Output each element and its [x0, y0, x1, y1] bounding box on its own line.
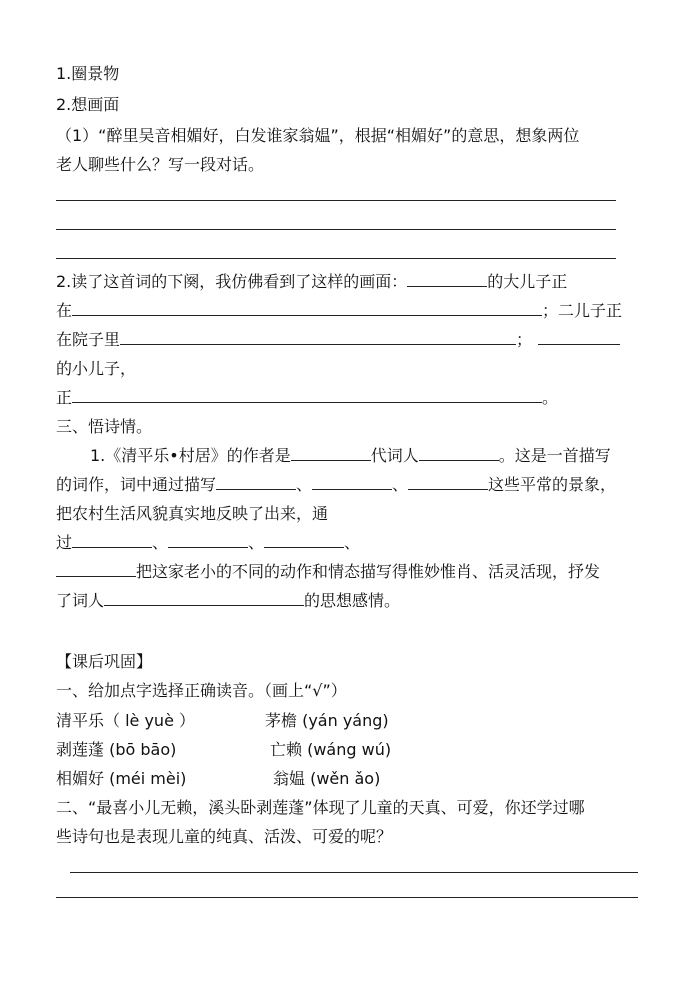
blank[interactable] [120, 330, 516, 345]
text: 、 [248, 533, 265, 552]
blank[interactable] [72, 388, 542, 403]
answer-line[interactable] [56, 229, 616, 230]
answer-line[interactable] [56, 258, 616, 259]
pinyin-choice-wengao[interactable]: 翁媪 (wěn ǎo) [273, 769, 381, 788]
picture-line-5-text: 正 [56, 388, 73, 407]
item-imagine-picture: 2.想画面 [56, 95, 120, 114]
text: 的词作，词中通过描写 [56, 475, 217, 494]
text: 了词人 [56, 591, 105, 610]
feeling-line-3: 把农村生活风貌真实地反映了出来，通 [56, 504, 329, 523]
answer-line[interactable] [70, 872, 638, 873]
picture-line-2 [56, 301, 622, 321]
picture-line-4: 的小儿子， [56, 359, 137, 378]
pinyin-choice-xiangmeihao[interactable]: 相媚好 (méi mèi) [56, 769, 187, 788]
blank[interactable] [168, 533, 248, 548]
picture-line-5 [56, 388, 558, 408]
text: 的思想感情。 [304, 591, 401, 610]
blank[interactable] [291, 446, 371, 461]
picture-line-3-text: 在院子里 [56, 330, 121, 349]
review-question-1: 一、给加点字选择正确读音。（画上“√”） [56, 681, 347, 700]
text: 把这家老小的不同的动作和情态描写得惟妙惟肖、活灵活现，抒发 [136, 562, 601, 581]
blank[interactable] [264, 533, 344, 548]
pinyin-choice-bolianpeng[interactable]: 剥莲蓬 (bō bāo) [56, 740, 177, 759]
picture-line-3-semicolon: ； [516, 330, 533, 349]
text: 。这是一首描写 [498, 446, 611, 465]
blank[interactable] [538, 330, 620, 345]
blank[interactable] [419, 446, 499, 461]
review-question-2-line-2: 些诗句也是表现儿童的纯真、活泼、可爱的呢？ [56, 827, 393, 846]
review-question-2-line-1: 二、“最喜小儿无赖，溪头卧剥莲蓬”体现了儿童的天真、可爱，你还学过哪 [56, 798, 585, 817]
text: 、 [152, 533, 169, 552]
feeling-line-5 [56, 562, 600, 582]
text: 、 [392, 475, 409, 494]
picture-line-5-period: 。 [542, 388, 559, 407]
blank[interactable] [216, 475, 296, 490]
feeling-line-4 [56, 533, 360, 553]
text: 、 [296, 475, 313, 494]
feeling-line-1 [90, 446, 611, 466]
text: 这些平常的景象， [488, 475, 617, 494]
blank[interactable] [408, 475, 488, 490]
text: 代词人 [370, 446, 419, 465]
blank[interactable] [72, 533, 152, 548]
blank[interactable] [312, 475, 392, 490]
picture-line-2-text: 在 [56, 301, 73, 320]
item-circle-scenery: 1.圈景物 [56, 64, 120, 83]
picture-line-1-text: 2.读了这首词的下阕，我仿佛看到了这样的画面： [56, 272, 408, 291]
question-1-line-2: 老人聊些什么？写一段对话。 [56, 155, 265, 174]
answer-line[interactable] [56, 200, 616, 201]
blank[interactable] [407, 272, 487, 287]
feeling-line-2 [56, 475, 616, 495]
feeling-line-6 [56, 591, 400, 611]
picture-line-2-tail: ；二儿子正 [542, 301, 623, 320]
text: 1.《清平乐•村居》的作者是 [90, 446, 291, 465]
question-1-line-1: （1）“醉里吴音相媚好，白发谁家翁媪”，根据“相媚好”的意思，想象两位 [56, 126, 580, 145]
picture-line-3 [56, 330, 620, 350]
blank[interactable] [72, 301, 542, 316]
blank[interactable] [56, 562, 136, 577]
text: 、 [344, 533, 361, 552]
picture-line-1 [56, 272, 567, 292]
answer-line[interactable] [56, 897, 638, 898]
blank[interactable] [104, 591, 304, 606]
pinyin-choice-maoyan[interactable]: 茅檐 (yán yáng) [265, 711, 389, 730]
pinyin-choice-wanglai[interactable]: 亡赖 (wáng wú) [270, 740, 392, 759]
pinyin-choice-qingpingle[interactable]: 清平乐（ lè yuè ） [56, 711, 196, 730]
picture-line-1-tail: 的大儿子正 [487, 272, 568, 291]
review-title: 【课后巩固】 [56, 652, 153, 671]
section-heading-poem-feeling: 三、悟诗情。 [56, 417, 153, 436]
text: 过 [56, 533, 73, 552]
